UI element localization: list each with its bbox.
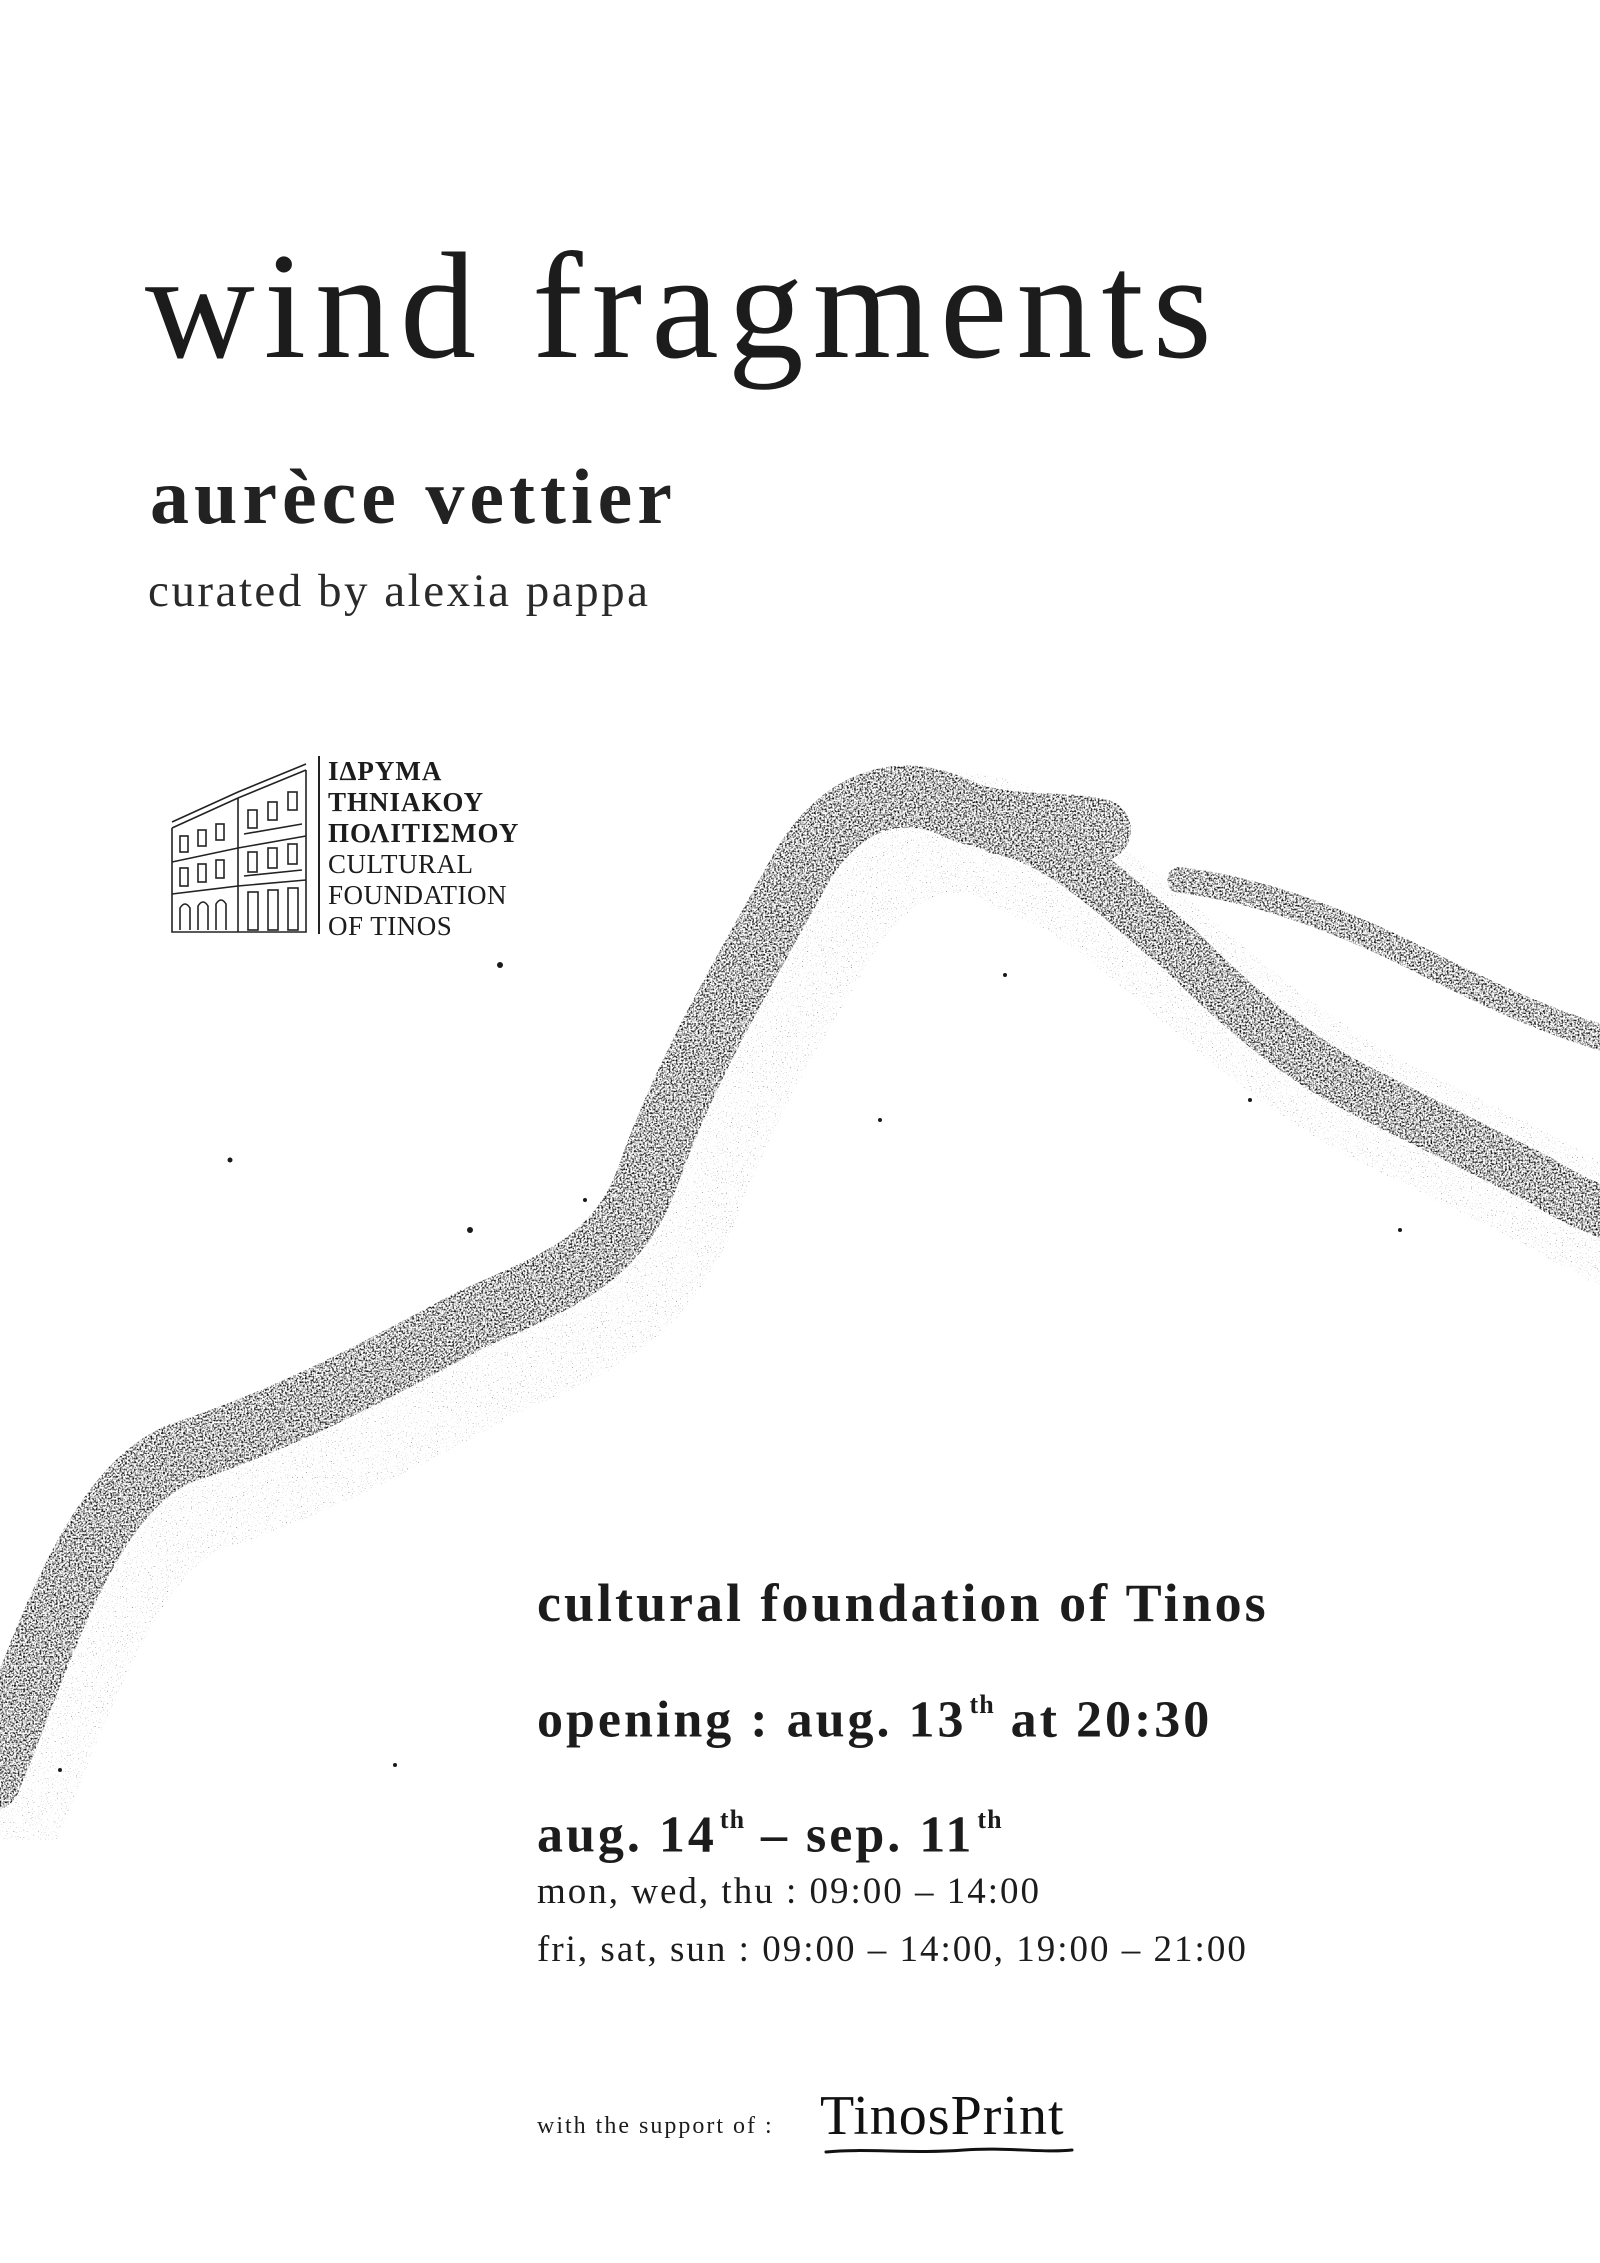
venue-name: cultural foundation of Tinos (537, 1573, 1269, 1633)
cultural-foundation-logo (168, 752, 558, 942)
logo-line-english: FOUNDATION (328, 880, 507, 910)
opening-time: at 20:30 (994, 1691, 1213, 1749)
dates-end: – sep. 11 (745, 1806, 975, 1864)
logo-line-english: OF TINOS (328, 911, 453, 941)
curator-line: curated by alexia pappa (148, 565, 651, 617)
building-icon (168, 752, 310, 938)
opening-hours-line: fri, sat, sun : 09:00 – 14:00, 19:00 – 21:00 (537, 1929, 1248, 1970)
dates-start-ordinal: th (719, 1805, 746, 1834)
logo-line-greek: ΠΟΛΙΤΙΣΜΟΥ (328, 818, 520, 848)
exhibition-dates (537, 1805, 1003, 1864)
artist-name: aurèce vettier (150, 453, 677, 540)
support-label: with the support of : (537, 2113, 774, 2139)
sponsor-name: TinosPrint (820, 2085, 1065, 2147)
logo-line-english: CULTURAL (328, 849, 474, 879)
logo-line-greek: ΤΗΝΙΑΚΟΥ (328, 787, 485, 817)
exhibition-title: wind fragments (145, 222, 1221, 390)
opening-hours-line: mon, wed, thu : 09:00 – 14:00 (537, 1871, 1042, 1912)
logo-divider (318, 756, 320, 934)
opening-line (537, 1690, 1212, 1749)
opening-prefix: opening : aug. 13 (537, 1691, 967, 1749)
opening-ordinal: th (969, 1690, 995, 1719)
logo-line-greek: ΙΔΡΥΜΑ (328, 756, 443, 786)
sponsor-underline-stroke (824, 2144, 1074, 2158)
logo-text (328, 756, 519, 942)
sponsor-logo (820, 2085, 1080, 2160)
dates-end-ordinal: th (977, 1805, 1003, 1834)
dates-start: aug. 14 (537, 1806, 717, 1864)
